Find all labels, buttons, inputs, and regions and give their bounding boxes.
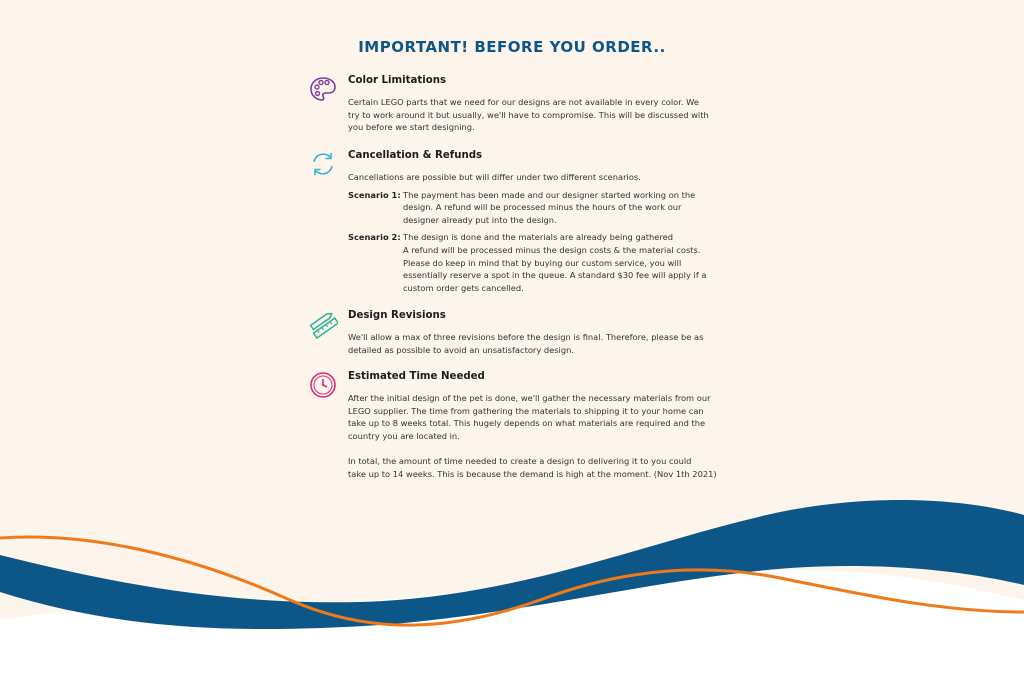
- section-heading: Design Revisions: [348, 310, 446, 321]
- scenario-line: essentially reserve a spot in the queue. A standard $30 fee will apply if a: [403, 270, 707, 281]
- body-line: country you are located in.: [348, 430, 460, 441]
- body-line: After the initial design of the pet is done, we'll gather the necessary materials from our: [348, 393, 711, 403]
- body-line: take up to 14 weeks. This is because the demand is high at the moment. (Nov 1th 2021): [348, 468, 717, 479]
- scenario-line: The design is done and the materials are already being gathered: [403, 232, 674, 243]
- scenario-label: Scenario 1:: [348, 189, 401, 200]
- scenario-label: Scenario 2:: [348, 232, 401, 243]
- section-intro: Cancellations are possible but will differ under two different scenarios.: [348, 172, 641, 182]
- body-line: detailed as possible to avoid an unsatisfactory design.: [348, 344, 575, 355]
- body-line: In total, the amount of time needed to create a design to delivering it to you could: [348, 455, 692, 466]
- section-heading: Estimated Time Needed: [348, 371, 485, 382]
- scenario-line: A refund will be processed minus the design costs & the material costs.: [403, 244, 701, 255]
- scenario-line: designer already put into the design.: [403, 214, 557, 225]
- section-heading: Color Limitations: [348, 75, 447, 86]
- scenario-line: design. A refund will be processed minus the hours of the work our: [403, 202, 682, 213]
- body-line: try to work around it but usually, we'll have to compromise. This will be discussed with: [348, 109, 709, 120]
- body-line: We'll allow a max of three revisions before the design is final. Therefore, please be as: [348, 332, 704, 342]
- body-line: take up to 8 weeks total. This hugely depends on what materials are required and the: [348, 418, 706, 429]
- body-line: LEGO supplier. The time from gathering the materials to shipping it to your home can: [348, 405, 704, 416]
- scenario-line: custom order gets cancelled.: [403, 282, 524, 293]
- scenario-line: Please do keep in mind that by buying our custom service, you will: [403, 257, 682, 268]
- section-heading: Cancellation & Refunds: [348, 150, 483, 161]
- page-title: IMPORTANT! BEFORE YOU ORDER..: [358, 38, 666, 56]
- body-line: Certain LEGO parts that we need for our designs are not available in every color. We: [348, 97, 699, 107]
- body-line: you before we start designing.: [348, 122, 475, 133]
- scenario-line: The payment has been made and our designer started working on the: [403, 189, 696, 200]
